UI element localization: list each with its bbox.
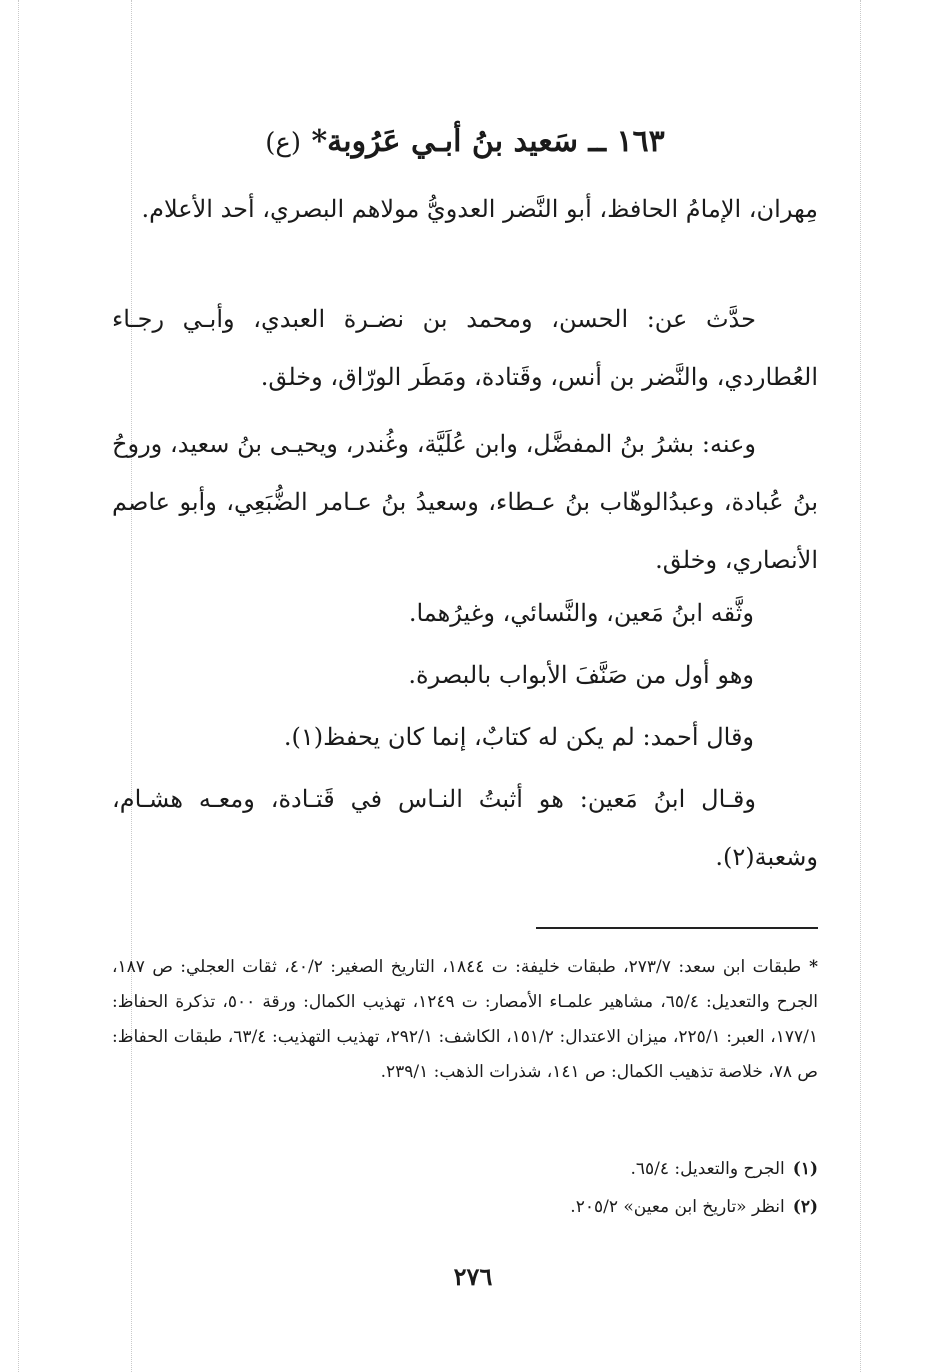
footnote-1-text: الجرح والتعديل: ٦٥/٤.	[630, 1159, 785, 1179]
scan-artifact-line	[860, 0, 861, 1372]
heading-star: *	[311, 124, 328, 159]
footnote-2	[112, 1190, 818, 1225]
paragraph-tawthiq: وثَّقه ابنُ مَعين، والنَّسائي، وغيرُهما.	[408, 599, 754, 627]
entry-number: ١٦٣	[616, 124, 665, 159]
footnote-sources-text: طبقات ابن سعد: ٢٧٣/٧، طبقات خليفة: ت ١٨٤٤، التاريخ الصغير: ٤٠/٢، ثقات العجلي: ص ١٨٧، الجرح والتعديل: ٦٥/٤، مشاهير علمـاء الأمصار: ت ١٢٤٩، تهذيب الكمال: ورقة ٥٠٠، تذكرة الحفاظ: ١٧٧/١، العبر: ٢٢٥/١، ميزان الاعتدال: ١٥١/٢، الكاشف: ٢٩٢/١، تهذيب التهذيب: ٦٣/٤، طبقات الحفاظ: ص ٧٨، خلاصة تذهيب الكمال: ص ١٤١، شذرات الذهب: ٢٣٩/١.	[112, 957, 819, 1082]
paragraph-ibn-main-quote: وقـال ابنُ مَعين: هو أثبتُ النـاس في قَتـادة، ومعـه هشـام، وشعبة(٢).	[112, 785, 818, 871]
footnote-divider	[536, 927, 818, 929]
footnote-2-text: انظر «تاريخ ابن معين» ٢٠٥/٢.	[570, 1197, 785, 1217]
footnote-2-mark: (٢)	[792, 1197, 818, 1217]
entry-code: (ع)	[265, 128, 302, 158]
entry-name: سَعيد بنُ أبـي عَرُوبة	[327, 124, 578, 159]
page-number: ٢٧٦	[453, 1262, 493, 1291]
paragraph-teachers: حدَّث عن: الحسن، ومحمد بن نضـرة العبدي، وأبـي رجـاء العُطاردي، والنَّضر بن أنس، وقَتادة، ومَطَر الورّاق، وخلق.	[112, 305, 818, 391]
paragraph-ahmad-quote: وقال أحمد: لم يكن له كتابٌ، إنما كان يحفظ(١).	[283, 723, 754, 751]
footnote-star-mark: *	[809, 957, 818, 977]
scan-artifact-line	[18, 0, 19, 1372]
paragraph-students: وعنه: بشرُ بنُ المفضَّل، وابن عُلَيَّة، وغُندر، ويحيـى بنُ سعيد، وروحُ بنُ عُبادة، وعبدُالوهّاب بنُ عـطاء، وسعيدُ بنُ عـامر الضُّبَعِي، وأبو عاصم الأنصاري، وخلق.	[112, 430, 818, 574]
heading-dash: ــ	[588, 124, 606, 159]
footnote-sources	[112, 950, 818, 1090]
entry-heading	[112, 120, 818, 165]
paragraph-first-author: وهو أول من صَنَّفَ الأبواب بالبصرة.	[408, 661, 754, 689]
paragraph-intro: مِهران، الإمامُ الحافظ، أبو النَّضر العدويُّ مولاهم البصري، أحد الأعلام.	[141, 195, 818, 223]
footnote-1	[112, 1152, 818, 1187]
footnote-1-mark: (١)	[792, 1159, 818, 1179]
